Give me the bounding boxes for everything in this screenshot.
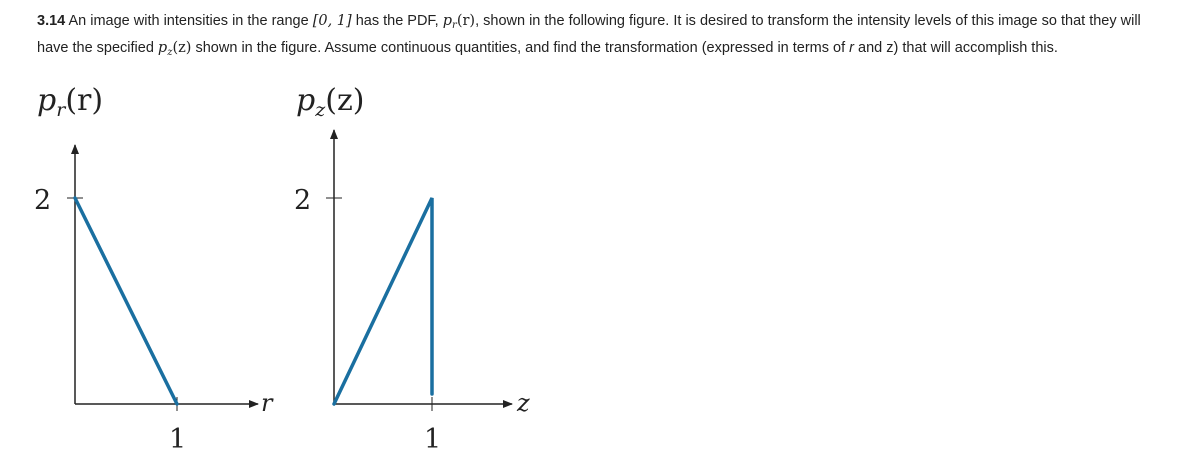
range-expression: [0, 1]	[312, 13, 352, 29]
r-variable: r	[849, 40, 855, 56]
pz-y-tick-label: 2	[294, 185, 312, 216]
problem-text-1: An image with intensities in the range	[65, 13, 313, 29]
pz-x-tick-label: 1	[424, 424, 442, 455]
problem-text-3: , shown in the following figure. It is desired to transform the intensity levels of this image so that they will have the specified	[37, 13, 1141, 56]
pz-expression: $p_z(z)$	[157, 40, 192, 58]
pz-density-line	[334, 198, 432, 404]
pr-density-line	[75, 198, 177, 404]
pr-axis-variable: r	[261, 389, 273, 417]
pz-figure	[294, 83, 530, 455]
problem-text-5: and z) that will accomplish this.	[854, 40, 1058, 56]
problem-text-4: shown in the figure. Assume continuous quantities, and find the transformation (expressed in terms of	[191, 40, 850, 56]
pr-x-tick-label: 1	[169, 424, 187, 455]
pz-title: $p_z(z)$	[296, 83, 365, 121]
pr-y-tick-label: 2	[34, 185, 52, 216]
pr-title: $p_r(r)$	[37, 83, 104, 121]
pr-figure	[34, 83, 274, 455]
pz-axis-variable: z	[517, 389, 530, 417]
problem-text-2: has the PDF,	[351, 13, 443, 29]
pr-expression: $p_r(r)$	[442, 13, 476, 31]
problem-number: 3.14	[37, 13, 66, 29]
